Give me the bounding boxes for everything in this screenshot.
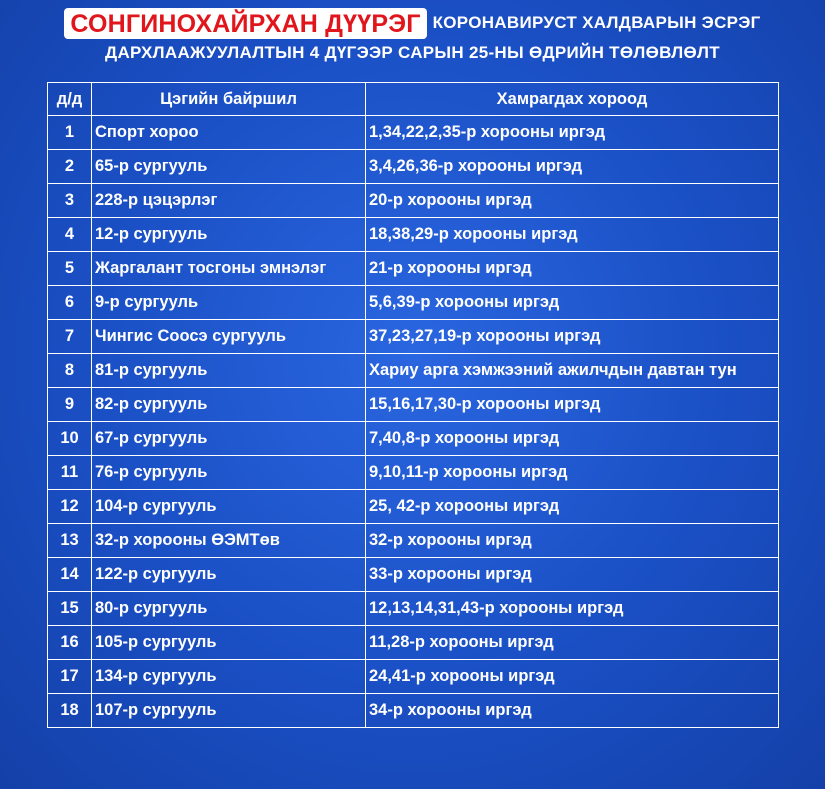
row-number: 18 xyxy=(48,694,92,728)
row-location: 82-р сургууль xyxy=(92,388,366,422)
row-coverage: 9,10,11-р хорооны иргэд xyxy=(366,456,779,490)
table-row xyxy=(48,116,779,150)
title-line-1-text: КОРОНАВИРУСТ ХАЛДВАРЫН ЭСРЭГ xyxy=(432,13,761,32)
row-coverage: 11,28-р хорооны иргэд xyxy=(366,626,779,660)
row-location: Спорт хороо xyxy=(92,116,366,150)
title-line-2: ДАРХЛААЖУУЛАЛТЫН 4 ДҮГЭЭР САРЫН 25-НЫ ӨДРИЙН ТӨЛӨВЛӨЛТ xyxy=(105,43,720,62)
row-location: 65-р сургууль xyxy=(92,150,366,184)
row-number: 17 xyxy=(48,660,92,694)
row-coverage: 20-р хорооны иргэд xyxy=(366,184,779,218)
table-row xyxy=(48,184,779,218)
table-row xyxy=(48,524,779,558)
table-row xyxy=(48,422,779,456)
table-row xyxy=(48,456,779,490)
row-number: 7 xyxy=(48,320,92,354)
row-location: 80-р сургууль xyxy=(92,592,366,626)
row-location: 105-р сургууль xyxy=(92,626,366,660)
row-coverage: 34-р хорооны иргэд xyxy=(366,694,779,728)
table-row xyxy=(48,252,779,286)
row-number: 16 xyxy=(48,626,92,660)
table-row xyxy=(48,388,779,422)
row-number: 2 xyxy=(48,150,92,184)
row-coverage: 5,6,39-р хорооны иргэд xyxy=(366,286,779,320)
vaccination-points-table xyxy=(47,82,779,728)
title-line-1 xyxy=(0,6,825,40)
row-coverage: 3,4,26,36-р хорооны иргэд xyxy=(366,150,779,184)
district-name-badge: СОНГИНОХАЙРХАН ДҮҮРЭГ xyxy=(64,8,426,39)
table-header-row xyxy=(48,83,779,116)
table-row xyxy=(48,320,779,354)
row-number: 8 xyxy=(48,354,92,388)
row-number: 5 xyxy=(48,252,92,286)
row-number: 9 xyxy=(48,388,92,422)
row-location: 12-р сургууль xyxy=(92,218,366,252)
table-row xyxy=(48,150,779,184)
row-coverage: 24,41-р хорооны иргэд xyxy=(366,660,779,694)
row-location: 134-р сургууль xyxy=(92,660,366,694)
row-number: 13 xyxy=(48,524,92,558)
table-row xyxy=(48,558,779,592)
row-number: 6 xyxy=(48,286,92,320)
poster-header xyxy=(0,6,825,63)
row-number: 3 xyxy=(48,184,92,218)
row-coverage: 15,16,17,30-р хорооны иргэд xyxy=(366,388,779,422)
table-row xyxy=(48,218,779,252)
row-coverage: 33-р хорооны иргэд xyxy=(366,558,779,592)
row-coverage: 18,38,29-р хорооны иргэд xyxy=(366,218,779,252)
header-coverage: Хамрагдах хороод xyxy=(366,83,779,116)
table-row xyxy=(48,660,779,694)
row-location: Чингис Соосэ сургууль xyxy=(92,320,366,354)
row-location: 76-р сургууль xyxy=(92,456,366,490)
row-number: 12 xyxy=(48,490,92,524)
row-location: 81-р сургууль xyxy=(92,354,366,388)
row-location: 122-р сургууль xyxy=(92,558,366,592)
row-number: 11 xyxy=(48,456,92,490)
header-number: д/д xyxy=(48,83,92,116)
table-row xyxy=(48,490,779,524)
row-coverage: 32-р хорооны иргэд xyxy=(366,524,779,558)
row-location: 104-р сургууль xyxy=(92,490,366,524)
row-coverage: 7,40,8-р хорооны иргэд xyxy=(366,422,779,456)
table-row xyxy=(48,286,779,320)
row-coverage: 21-р хорооны иргэд xyxy=(366,252,779,286)
table-row xyxy=(48,626,779,660)
table-row xyxy=(48,694,779,728)
header-location: Цэгийн байршил xyxy=(92,83,366,116)
row-location: 32-р хорооны ӨЭМТөв xyxy=(92,524,366,558)
row-number: 15 xyxy=(48,592,92,626)
row-location: Жаргалант тосгоны эмнэлэг xyxy=(92,252,366,286)
row-coverage: 37,23,27,19-р хорооны иргэд xyxy=(366,320,779,354)
row-number: 4 xyxy=(48,218,92,252)
row-location: 67-р сургууль xyxy=(92,422,366,456)
row-location: 9-р сургууль xyxy=(92,286,366,320)
row-number: 14 xyxy=(48,558,92,592)
row-location: 228-р цэцэрлэг xyxy=(92,184,366,218)
row-coverage: 1,34,22,2,35-р хорооны иргэд xyxy=(366,116,779,150)
row-location: 107-р сургууль xyxy=(92,694,366,728)
table-row xyxy=(48,354,779,388)
row-number: 10 xyxy=(48,422,92,456)
row-coverage: 12,13,14,31,43-р хорооны иргэд xyxy=(366,592,779,626)
row-number: 1 xyxy=(48,116,92,150)
row-coverage: 25, 42-р хорооны иргэд xyxy=(366,490,779,524)
table-row xyxy=(48,592,779,626)
row-coverage: Хариу арга хэмжээний ажилчдын давтан тун xyxy=(366,354,779,388)
